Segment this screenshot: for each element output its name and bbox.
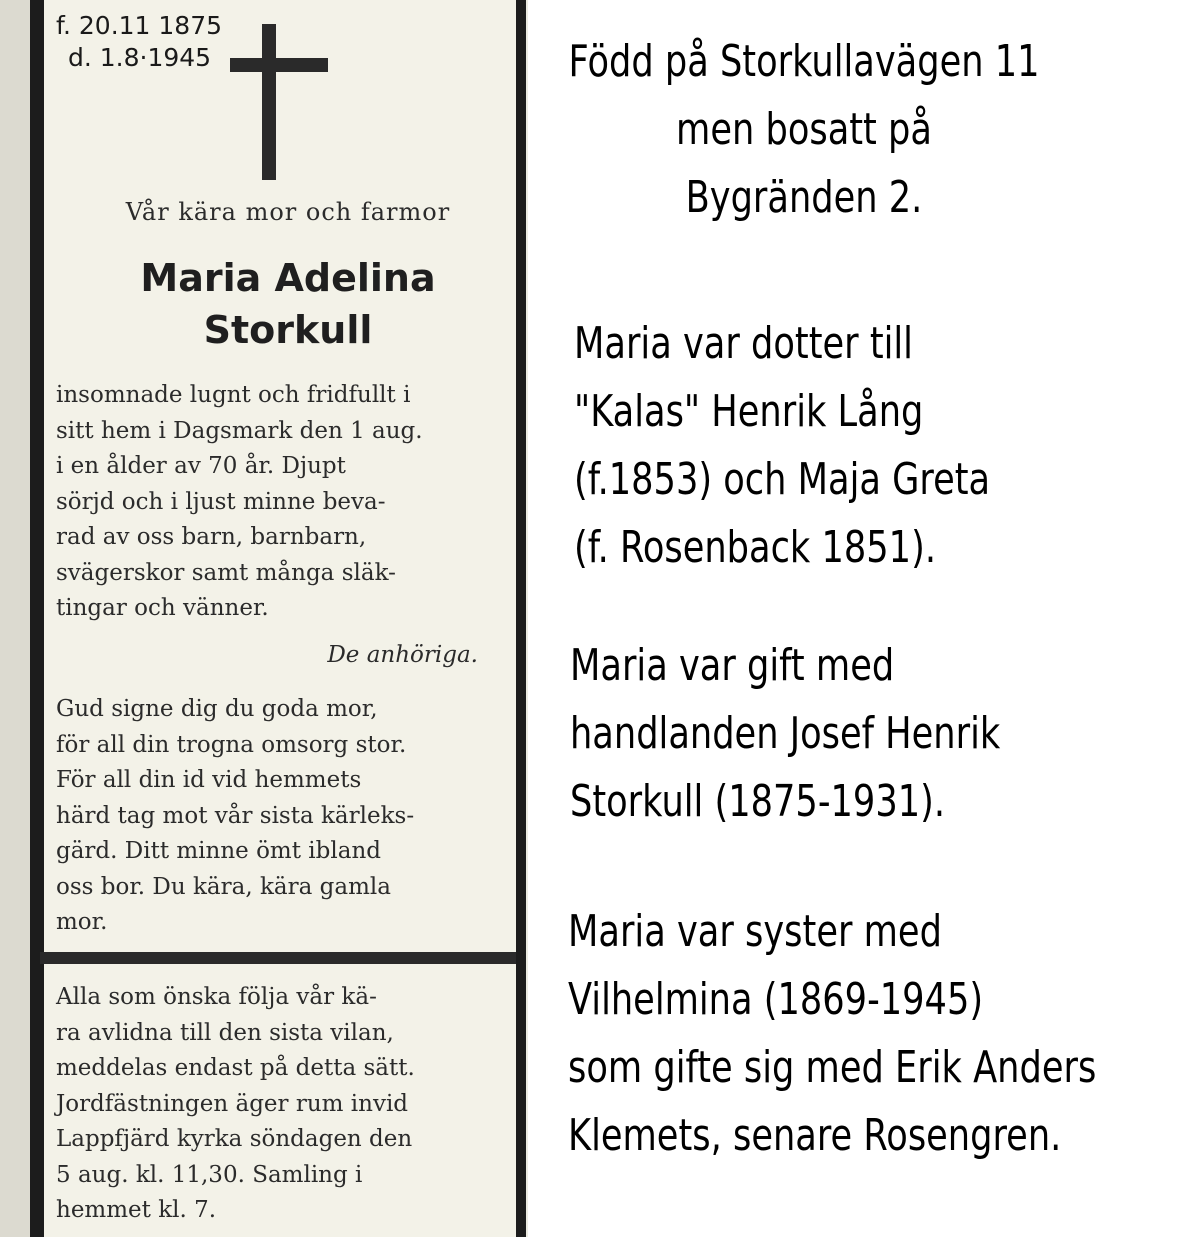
- note-sister: [568, 898, 1096, 1170]
- text-line: Alla som önska följa vår kä-: [56, 984, 377, 1010]
- note-line: (f. Rosenback 1851).: [574, 522, 937, 573]
- note-residence: [540, 28, 1068, 232]
- text-line: svägerskor samt många släk-: [56, 559, 396, 586]
- text-line: i en ålder av 70 år. Djupt: [56, 453, 346, 479]
- note-line: Storkull (1875-1931).: [570, 776, 946, 827]
- note-line: Född på Storkullavägen 11: [568, 36, 1040, 87]
- poem-line: För all din id vid hemmets: [56, 767, 362, 793]
- note-line: som gifte sig med Erik Anders: [568, 1042, 1097, 1093]
- note-parents: [574, 310, 990, 582]
- annotation-notes: [540, 0, 1170, 1237]
- death-date: d. 1.8·1945: [68, 43, 212, 72]
- poem-line: Gud signe dig du goda mor,: [56, 696, 378, 722]
- text-line: Lappfjärd kyrka söndagen den: [56, 1126, 413, 1152]
- poem-line: oss bor. Du kära, kära gamla: [56, 873, 391, 900]
- note-line: Maria var syster med: [568, 906, 942, 957]
- cross-icon: [262, 24, 276, 180]
- note-line: men bosatt på: [676, 104, 932, 155]
- poem-line: härd tag mot vår sista kärleks-: [56, 802, 415, 829]
- text-line: hemmet kl. 7.: [56, 1197, 217, 1223]
- poem-line: gärd. Ditt minne ömt ibland: [56, 838, 381, 864]
- note-line: handlanden Josef Henrik: [570, 708, 1001, 759]
- text-line: ra avlidna till den sista vilan,: [56, 1019, 394, 1046]
- life-dates: [56, 10, 222, 74]
- note-line: "Kalas" Henrik Lång: [574, 386, 924, 437]
- note-line: Maria var gift med: [570, 640, 895, 691]
- text-line: meddelas endast på detta sätt.: [56, 1055, 415, 1081]
- birth-date: f. 20.11 1875: [56, 11, 223, 40]
- note-spouse: [570, 632, 1000, 836]
- funeral-notice: [56, 980, 496, 1229]
- text-line: insomnade lugnt och fridfullt i: [56, 382, 411, 408]
- note-line: Maria var dotter till: [574, 318, 913, 369]
- deceased-name: [50, 252, 526, 356]
- signature: De anhöriga.: [327, 642, 478, 668]
- text-line: sörjd och i ljust minne beva-: [56, 488, 386, 515]
- obituary-intro: Vår kära mor och farmor: [125, 198, 451, 226]
- poem-line: för all din trogna omsorg stor.: [56, 731, 407, 758]
- obituary-clipping: [0, 0, 528, 1237]
- section-divider: [40, 952, 516, 964]
- note-line: Vilhelmina (1869-1945): [568, 974, 984, 1025]
- name-line: Storkull: [203, 308, 373, 352]
- memorial-poem: [56, 692, 496, 941]
- obituary-paragraph: [56, 378, 496, 627]
- note-line: Bygränden 2.: [685, 172, 923, 223]
- text-line: Jordfästningen äger rum invid: [56, 1090, 409, 1117]
- text-line: tingar och vänner.: [56, 595, 269, 621]
- text-line: sitt hem i Dagsmark den 1 aug.: [56, 417, 423, 444]
- note-line: (f.1853) och Maja Greta: [574, 454, 991, 505]
- name-line: Maria Adelina: [140, 256, 436, 300]
- poem-line: mor.: [56, 909, 108, 935]
- text-line: 5 aug. kl. 11,30. Samling i: [56, 1161, 363, 1188]
- note-line: Klemets, senare Rosengren.: [568, 1110, 1062, 1161]
- cross-icon-bar: [230, 58, 328, 72]
- text-line: rad av oss barn, barnbarn,: [56, 524, 367, 550]
- paper-edge: [0, 0, 30, 1237]
